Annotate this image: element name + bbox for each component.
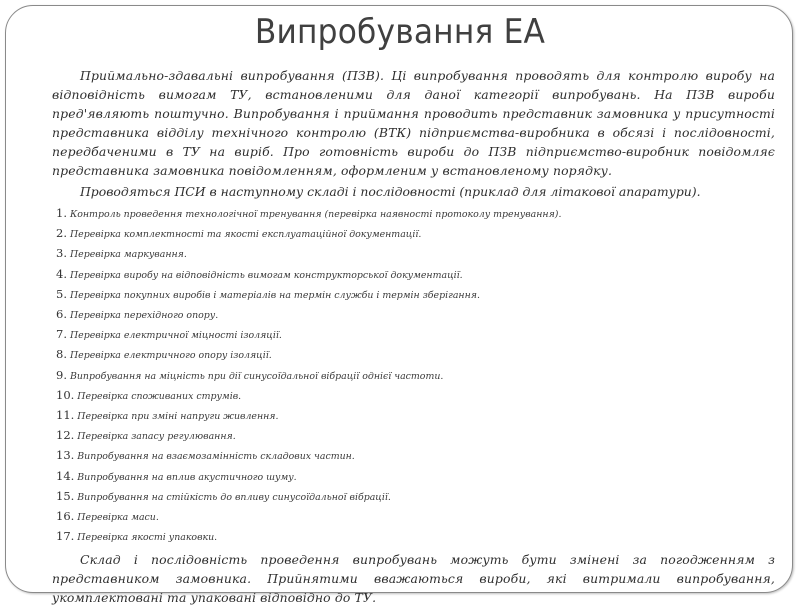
list-item-number: 8.: [56, 347, 67, 362]
list-item-text: Перевірка запасу регулювання.: [77, 431, 236, 443]
list-item-text: Випробування на вплив акустичного шуму.: [77, 471, 297, 483]
list-item-text: Перевірка електричного опору ізоляції.: [69, 350, 272, 362]
list-item-number: 3.: [56, 246, 67, 261]
list-item: [52, 386, 775, 406]
list-item-text: Випробування на взаємозамінність складових частин.: [77, 451, 355, 463]
final-paragraph: Склад і послідовність проведення випробувань можуть бути змінені за погодженням з представником замовника. Прийнятими вважаються вироби, які витримали випробування, укомплектовані та упаковані відповідно до ТУ.: [52, 552, 775, 606]
list-item-number: 5.: [56, 286, 67, 301]
list-item: [52, 224, 775, 244]
list-item-text: Контроль проведення технологічної тренування (перевірка наявності протоколу тренування).: [69, 209, 562, 220]
list-item-number: 7.: [56, 327, 67, 342]
list-item-text: Перевірка комплектності та якості експлуатаційної документації.: [69, 229, 422, 241]
list-item: [52, 406, 775, 426]
list-item-text: Перевірка споживаних струмів.: [77, 390, 242, 402]
intro-paragraph: Приймально-здавальні випробування (ПЗВ). Ці випробування проводять для контролю виробу на відповідність вимогам ТУ, встановленими для даної категорії випробувань. На ПЗВ вироби пред'являють поштучно. Випробування і приймання проводить представник замовника у присутності представника відділу технічного контролю (ВТК) підприємства-виробника в обсязі і послідовності, передбаченими в ТУ на виріб. Про готовність вироби до ПЗВ підприємство-виробник повідомляє представника замовника повідомленням, оформленим у встановленому порядку.: [52, 68, 775, 178]
list-item-number: 14.: [56, 468, 75, 483]
list-item-number: 9.: [56, 367, 67, 382]
list-item-text: Перевірка маркування.: [69, 249, 187, 261]
list-item-text: Перевірка при зміні напруги живлення.: [77, 411, 279, 423]
test-list: [52, 204, 775, 547]
list-item-text: Перевірка маси.: [77, 512, 159, 524]
list-item-number: 1.: [56, 206, 67, 220]
list-item: [52, 527, 775, 547]
list-item: [52, 487, 775, 507]
list-item: [52, 446, 775, 466]
slide-content: [52, 66, 775, 607]
list-item-text: Випробування на міцність при дії синусоїдальної вібрації однієї частоти.: [69, 370, 444, 382]
list-item-text: Перевірка якості упаковки.: [77, 532, 218, 544]
list-item: [52, 244, 775, 264]
list-item-number: 16.: [56, 509, 75, 524]
list-item: [52, 467, 775, 487]
list-item-text: Перевірка виробу на відповідність вимогам конструкторської документації.: [69, 269, 463, 281]
list-item: [52, 366, 775, 386]
list-item: [52, 204, 775, 224]
list-item-number: 6.: [56, 307, 67, 322]
slide-title: Випробування ЕА: [254, 12, 546, 52]
list-item: [52, 345, 775, 365]
list-item-text: Перевірка перехідного опору.: [69, 310, 219, 322]
list-item: [52, 305, 775, 325]
list-item-number: 15.: [56, 488, 75, 503]
list-item-number: 17.: [56, 529, 75, 544]
list-item-number: 13.: [56, 448, 75, 463]
list-item: [52, 426, 775, 446]
list-item: [52, 325, 775, 345]
list-item-number: 10.: [56, 387, 75, 402]
list-item-number: 11.: [56, 408, 75, 423]
list-item-text: Випробування на стійкість до впливу синусоїдальної вібрації.: [77, 491, 391, 503]
list-item-number: 12.: [56, 428, 75, 443]
list-intro: Проводяться ПСИ в наступному складі і послідовності (приклад для літакової апаратури).: [80, 184, 701, 199]
list-item: [52, 265, 775, 285]
list-item: [52, 507, 775, 527]
list-item-text: Перевірка електричної міцності ізоляції.: [69, 330, 282, 342]
list-item-number: 2.: [56, 226, 67, 241]
list-item-text: Перевірка покупних виробів і матеріалів на термін служби і термін зберігання.: [69, 289, 480, 301]
list-item-number: 4.: [56, 266, 67, 281]
list-item: [52, 285, 775, 305]
